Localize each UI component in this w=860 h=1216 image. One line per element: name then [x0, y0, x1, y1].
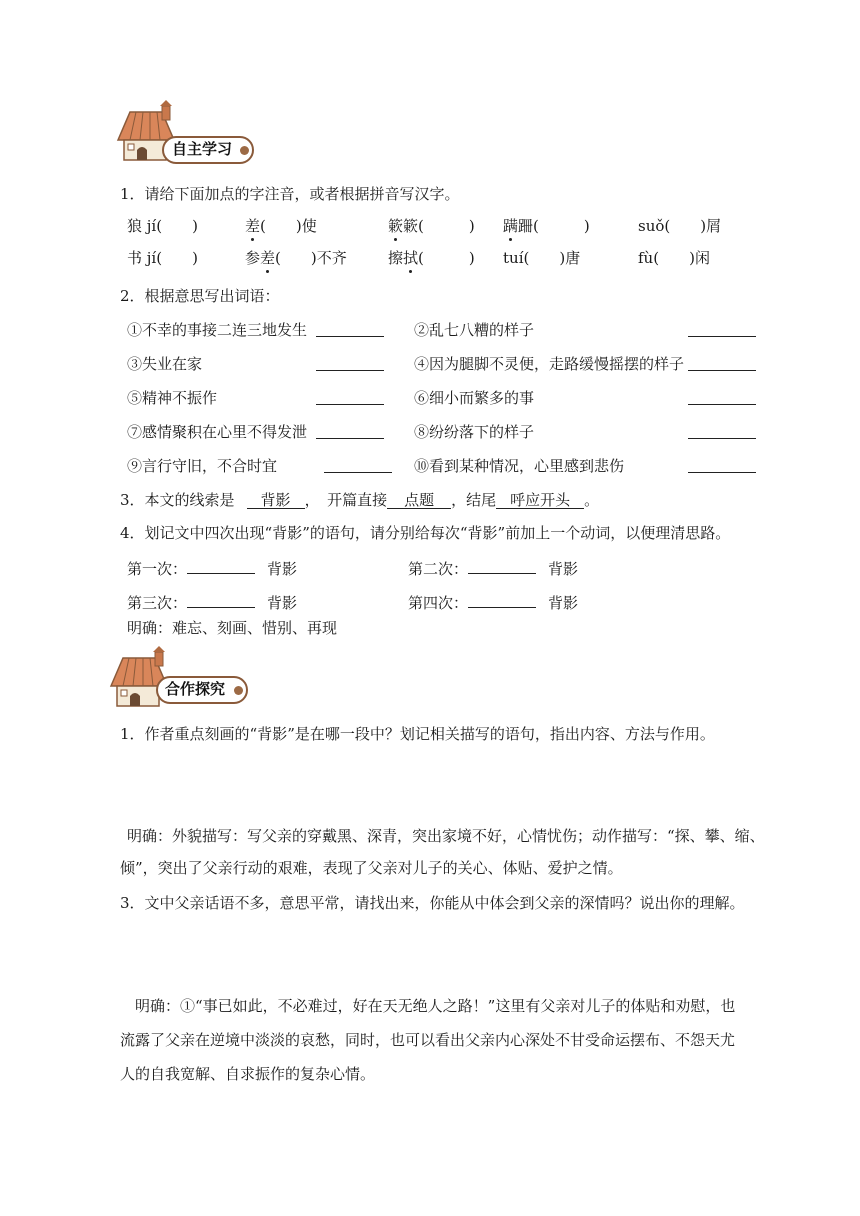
answer-blank[interactable]: [187, 557, 255, 574]
q1-item: tuí( )唐: [503, 249, 581, 267]
answer-blank[interactable]: [316, 422, 384, 439]
q4-second: 第二次： 背影: [408, 557, 578, 579]
c3-answer-line: 人的自我宽解、自求振作的复杂心情。: [120, 1065, 376, 1083]
q4-first: 第一次： 背影: [127, 557, 297, 579]
answer-blank[interactable]: [187, 591, 255, 608]
answer-blank[interactable]: [688, 354, 756, 371]
q2-item: ⑦感情聚积在心里不得发泄: [127, 423, 308, 441]
discussion-question-3: 3．文中父亲话语不多，意思平常，请找出来，你能从中体会到父亲的深情吗？说出你的理解。: [120, 894, 745, 912]
section-title: 合作探究: [165, 680, 226, 698]
answer-blank[interactable]: [468, 591, 536, 608]
q1-item: 狼 jí( ): [127, 217, 198, 235]
q1-item: fù( )闲: [638, 249, 710, 267]
q1-item: 参差( )不齐: [245, 249, 347, 267]
answer-blank[interactable]: [688, 320, 756, 337]
q2-item: ⑨言行守旧，不合时宜: [127, 457, 278, 475]
question-2: 2．根据意思写出词语：: [120, 287, 280, 305]
badge-dot-icon: [234, 686, 243, 695]
q2-item: ④因为腿脚不灵便，走路缓慢摇摆的样子: [414, 355, 685, 373]
q1-item: 书 jí( ): [127, 249, 198, 267]
section-title: 自主学习: [172, 140, 233, 158]
answer-blank[interactable]: [316, 388, 384, 405]
badge-dot-icon: [240, 146, 249, 155]
c1-answer-line: 倾”，突出了父亲行动的艰难，表现了父亲对儿子的关心、体贴、爱护之情。: [120, 859, 623, 877]
q2-item: ⑩看到某种情况，心里感到悲伤: [414, 457, 625, 475]
q4-fourth: 第四次： 背影: [408, 591, 578, 613]
q1-item: 差( )使: [245, 217, 317, 235]
question-1: 1．请给下面加点的字注音，或者根据拼音写汉字。: [120, 185, 460, 203]
question-4: 4．划记文中四次出现“背影”的语句，请分别给每次“背影”前加上一个动词，以便理清思路。: [120, 524, 731, 542]
answer-blank[interactable]: [688, 456, 756, 473]
q2-item: ③失业在家: [127, 355, 203, 373]
q2-item: ⑧纷纷落下的样子: [414, 423, 535, 441]
c1-answer-line: 明确：外貌描写：写父亲的穿戴黑、深青，突出家境不好，心情忧伤；动作描写：“探、攀、缩、: [127, 827, 765, 845]
answer-opening: 点题: [387, 492, 451, 509]
discussion-question-1: 1．作者重点刻画的“背影”是在哪一段中？划记相关描写的语句，指出内容、方法与作用。: [120, 725, 715, 743]
q1-item: 蹒跚( ): [503, 217, 590, 235]
q2-item: ②乱七八糟的样子: [414, 321, 535, 339]
q2-item: ⑤精神不振作: [127, 389, 218, 407]
q4-answer: 明确：难忘、刻画、惜别、再现: [127, 619, 338, 637]
answer-blank[interactable]: [316, 354, 384, 371]
question-3: 3．本文的线索是 背影 ， 开篇直接 点题 ，结尾 呼应开头 。: [120, 491, 600, 509]
answer-blank[interactable]: [688, 422, 756, 439]
answer-blank[interactable]: [468, 557, 536, 574]
answer-clue: 背影: [247, 492, 305, 509]
answer-blank[interactable]: [316, 320, 384, 337]
q4-third: 第三次： 背影: [127, 591, 297, 613]
answer-blank[interactable]: [688, 388, 756, 405]
q1-item: suǒ( )屑: [638, 217, 722, 235]
q1-item: 擦拭( ): [388, 249, 475, 267]
c3-answer-line: 明确：①“事已如此，不必难过，好在天无绝人之路！”这里有父亲对儿子的体贴和劝慰，也: [135, 997, 736, 1015]
q2-item: ①不幸的事接二连三地发生: [127, 321, 308, 339]
q1-item: 簌簌( ): [388, 217, 475, 235]
answer-ending: 呼应开头: [496, 492, 584, 509]
q2-item: ⑥细小而繁多的事: [414, 389, 535, 407]
answer-blank[interactable]: [324, 456, 392, 473]
c3-answer-line: 流露了父亲在逆境中淡淡的哀愁，同时，也可以看出父亲内心深处不甘受命运摆布、不怨天尤: [120, 1031, 736, 1049]
